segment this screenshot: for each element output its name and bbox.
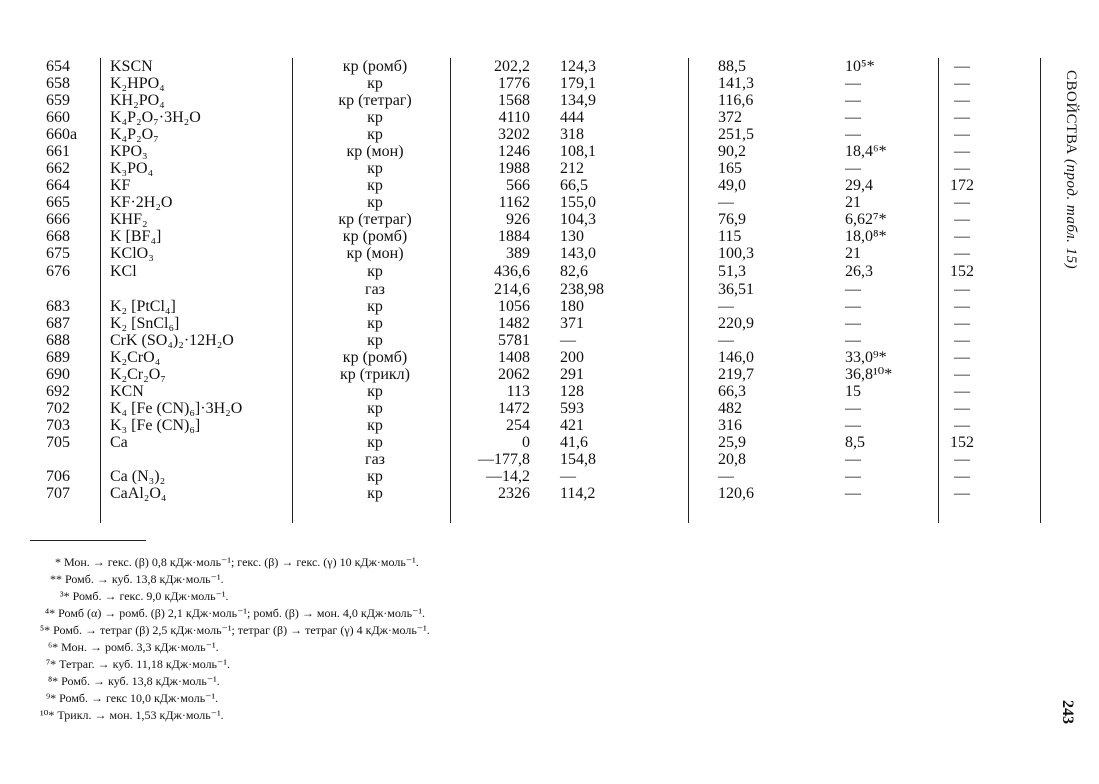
cell-g: 291 bbox=[560, 366, 584, 383]
cell-g: 444 bbox=[560, 109, 584, 126]
table-row bbox=[0, 109, 1000, 126]
cell-cp: 33,0⁹* bbox=[845, 349, 887, 366]
cell-num: 687 bbox=[46, 315, 70, 332]
cell-t: — bbox=[954, 468, 970, 485]
cell-num: 707 bbox=[46, 485, 70, 502]
cell-t: — bbox=[954, 298, 970, 315]
cell-substance: K₄P₂O₇ bbox=[110, 126, 159, 143]
cell-s: 36,51 bbox=[718, 281, 754, 298]
cell-s: 88,5 bbox=[718, 58, 746, 75]
cell-t: — bbox=[954, 109, 970, 126]
page-number: 243 bbox=[1059, 700, 1076, 724]
cell-num: 692 bbox=[46, 383, 70, 400]
cell-cp: 29,4 bbox=[845, 177, 873, 194]
cell-num: 702 bbox=[46, 400, 70, 417]
footnote: ⁷* Тетраг. → куб. 11,18 кДж·моль⁻¹. bbox=[46, 657, 230, 671]
cell-cp: — bbox=[845, 298, 861, 315]
cell-num: 661 bbox=[46, 143, 70, 160]
table-row bbox=[0, 228, 1000, 245]
footnote: ** Ромб. → куб. 13,8 кДж·моль⁻¹. bbox=[50, 572, 224, 586]
cell-t: — bbox=[954, 194, 970, 211]
cell-state: кр bbox=[367, 468, 383, 485]
cell-state: кр bbox=[367, 485, 383, 502]
cell-h: 254 bbox=[506, 417, 530, 434]
cell-s: 316 bbox=[718, 417, 742, 434]
cell-state: кр bbox=[367, 263, 383, 280]
cell-num: 666 bbox=[46, 211, 70, 228]
cell-substance: KF bbox=[110, 177, 131, 194]
cell-cp: — bbox=[845, 417, 861, 434]
table-row bbox=[0, 485, 1000, 502]
cell-substance: Ca (N₃)₂ bbox=[110, 468, 166, 485]
cell-g: 155,0 bbox=[560, 194, 596, 211]
cell-s: 116,6 bbox=[718, 92, 754, 109]
cell-num: 690 bbox=[46, 366, 70, 383]
cell-state: кр bbox=[367, 434, 383, 451]
cell-h: 1162 bbox=[498, 194, 530, 211]
cell-cp: 36,8¹⁰* bbox=[845, 366, 893, 383]
cell-cp: — bbox=[845, 75, 861, 92]
cell-h: 2326 bbox=[498, 485, 530, 502]
cell-t: — bbox=[954, 75, 970, 92]
cell-substance: K₂Cr₂O₇ bbox=[110, 366, 166, 383]
cell-t: — bbox=[954, 92, 970, 109]
cell-h: 1988 bbox=[498, 160, 530, 177]
table-row bbox=[0, 315, 1000, 332]
cell-substance: KHF₂ bbox=[110, 211, 148, 228]
cell-substance: KClO₃ bbox=[110, 245, 154, 262]
cell-cp: — bbox=[845, 485, 861, 502]
table-row bbox=[0, 366, 1000, 383]
cell-cp: — bbox=[845, 126, 861, 143]
cell-g: 179,1 bbox=[560, 75, 596, 92]
cell-g: 124,3 bbox=[560, 58, 596, 75]
table-row bbox=[0, 417, 1000, 434]
cell-t: — bbox=[954, 245, 970, 262]
cell-state: кр (трикл) bbox=[340, 366, 410, 383]
table-row bbox=[0, 281, 1000, 298]
table-row bbox=[0, 92, 1000, 109]
cell-h: 436,6 bbox=[494, 263, 530, 280]
cell-s: 120,6 bbox=[718, 485, 754, 502]
footnote: ¹⁰* Трикл. → мон. 1,53 кДж·моль⁻¹. bbox=[40, 708, 224, 722]
cell-g: — bbox=[560, 332, 576, 349]
cell-state: газ bbox=[365, 281, 385, 298]
cell-num: 654 bbox=[46, 58, 70, 75]
cell-h: 389 bbox=[506, 245, 530, 262]
cell-s: 115 bbox=[718, 228, 742, 245]
cell-t: — bbox=[954, 417, 970, 434]
cell-t: — bbox=[954, 211, 970, 228]
column-rule bbox=[1040, 58, 1041, 523]
cell-substance: K₃PO₄ bbox=[110, 160, 154, 177]
cell-g: 134,9 bbox=[560, 92, 596, 109]
table-row bbox=[0, 451, 1000, 468]
cell-cp: 21 bbox=[845, 194, 861, 211]
cell-h: 1472 bbox=[498, 400, 530, 417]
cell-substance: K₂ [SnCl₆] bbox=[110, 315, 180, 332]
table-row bbox=[0, 349, 1000, 366]
cell-t: 152 bbox=[950, 263, 974, 280]
cell-s: — bbox=[718, 468, 734, 485]
cell-cp: 26,3 bbox=[845, 263, 873, 280]
cell-substance: KCl bbox=[110, 263, 137, 280]
cell-num: 665 bbox=[46, 194, 70, 211]
cell-t: — bbox=[954, 58, 970, 75]
cell-num: 675 bbox=[46, 245, 70, 262]
table-row bbox=[0, 194, 1000, 211]
footnote: ⁹* Ромб. → гекс 10,0 кДж·моль⁻¹. bbox=[46, 691, 219, 705]
cell-cp: — bbox=[845, 315, 861, 332]
cell-s: 146,0 bbox=[718, 349, 754, 366]
cell-h: 0 bbox=[522, 434, 530, 451]
table-row bbox=[0, 298, 1000, 315]
footnote: * Мон. → гекс. (β) 0,8 кДж·моль⁻¹; гекс. (β) → гекс. (γ) 10 кДж·моль⁻¹. bbox=[55, 555, 419, 569]
cell-h: 1408 bbox=[498, 349, 530, 366]
cell-g: 421 bbox=[560, 417, 584, 434]
cell-g: 318 bbox=[560, 126, 584, 143]
cell-substance: Ca bbox=[110, 434, 128, 451]
cell-t: — bbox=[954, 349, 970, 366]
cell-num: 676 bbox=[46, 263, 70, 280]
cell-t: — bbox=[954, 143, 970, 160]
cell-state: кр bbox=[367, 315, 383, 332]
cell-t: — bbox=[954, 126, 970, 143]
cell-substance: K₂CrO₄ bbox=[110, 349, 161, 366]
cell-num: 683 bbox=[46, 298, 70, 315]
cell-t: — bbox=[954, 383, 970, 400]
footnote: ⁶* Мон. → ромб. 3,3 кДж·моль⁻¹. bbox=[48, 640, 219, 654]
cell-t: — bbox=[954, 366, 970, 383]
cell-s: 482 bbox=[718, 400, 742, 417]
cell-num: 706 bbox=[46, 468, 70, 485]
table-row bbox=[0, 245, 1000, 262]
cell-s: 141,3 bbox=[718, 75, 754, 92]
cell-s: 25,9 bbox=[718, 434, 746, 451]
table-row bbox=[0, 383, 1000, 400]
table-row bbox=[0, 160, 1000, 177]
cell-h: 4110 bbox=[498, 109, 530, 126]
cell-s: — bbox=[718, 298, 734, 315]
cell-t: — bbox=[954, 332, 970, 349]
cell-g: 180 bbox=[560, 298, 584, 315]
cell-s: 220,9 bbox=[718, 315, 754, 332]
cell-state: кр (мон) bbox=[346, 245, 404, 262]
cell-num: 659 bbox=[46, 92, 70, 109]
cell-state: кр bbox=[367, 298, 383, 315]
cell-substance: CrK (SO₄)₂·12H₂O bbox=[110, 332, 234, 349]
cell-h: 1056 bbox=[498, 298, 530, 315]
cell-h: 926 bbox=[506, 211, 530, 228]
cell-substance: K₄P₂O₇·3H₂O bbox=[110, 109, 201, 126]
cell-h: 1884 bbox=[498, 228, 530, 245]
cell-g: 130 bbox=[560, 228, 584, 245]
cell-s: 66,3 bbox=[718, 383, 746, 400]
cell-s: 51,3 bbox=[718, 263, 746, 280]
footnote: ⁸* Ромб. → куб. 13,8 кДж·моль⁻¹. bbox=[48, 674, 220, 688]
cell-h: 202,2 bbox=[494, 58, 530, 75]
cell-h: 1482 bbox=[498, 315, 530, 332]
cell-h: —177,8 bbox=[478, 451, 530, 468]
cell-s: 20,8 bbox=[718, 451, 746, 468]
cell-t: 172 bbox=[950, 177, 974, 194]
cell-h: 566 bbox=[506, 177, 530, 194]
cell-h: 214,6 bbox=[494, 281, 530, 298]
cell-h: —14,2 bbox=[486, 468, 530, 485]
cell-s: 49,0 bbox=[718, 177, 746, 194]
cell-num: 705 bbox=[46, 434, 70, 451]
cell-state: кр (ромб) bbox=[342, 228, 408, 245]
cell-num: 660 bbox=[46, 109, 70, 126]
cell-substance: K [BF₄] bbox=[110, 228, 162, 245]
cell-substance: KPO₃ bbox=[110, 143, 148, 160]
cell-s: — bbox=[718, 332, 734, 349]
cell-g: 371 bbox=[560, 315, 584, 332]
cell-g: 143,0 bbox=[560, 245, 596, 262]
cell-h: 1568 bbox=[498, 92, 530, 109]
cell-s: 76,9 bbox=[718, 211, 746, 228]
cell-num: 689 bbox=[46, 349, 70, 366]
table-row bbox=[0, 400, 1000, 417]
table-row bbox=[0, 468, 1000, 485]
cell-num: 662 bbox=[46, 160, 70, 177]
cell-g: 82,6 bbox=[560, 263, 588, 280]
cell-t: — bbox=[954, 485, 970, 502]
table-row bbox=[0, 126, 1000, 143]
cell-substance: K₃ [Fe (CN)₆] bbox=[110, 417, 201, 434]
cell-g: 114,2 bbox=[560, 485, 596, 502]
cell-g: 108,1 bbox=[560, 143, 596, 160]
cell-state: газ bbox=[365, 451, 385, 468]
cell-num: 703 bbox=[46, 417, 70, 434]
running-header bbox=[1062, 70, 1079, 269]
table-row bbox=[0, 211, 1000, 228]
table-row bbox=[0, 143, 1000, 160]
cell-cp: 21 bbox=[845, 245, 861, 262]
cell-h: 1776 bbox=[498, 75, 530, 92]
cell-cp: — bbox=[845, 160, 861, 177]
cell-state: кр (тетраг) bbox=[338, 211, 412, 228]
cell-state: кр bbox=[367, 109, 383, 126]
cell-s: 100,3 bbox=[718, 245, 754, 262]
cell-cp: — bbox=[845, 332, 861, 349]
cell-state: кр (ромб) bbox=[342, 58, 408, 75]
running-header-title: СВОЙСТВА bbox=[1063, 70, 1079, 155]
cell-s: 372 bbox=[718, 109, 742, 126]
cell-num: 664 bbox=[46, 177, 70, 194]
footnote: ³* Ромб. → гекс. 9,0 кДж·моль⁻¹. bbox=[60, 589, 229, 603]
cell-s: 165 bbox=[718, 160, 742, 177]
cell-substance: KSCN bbox=[110, 58, 153, 75]
cell-state: кр (ромб) bbox=[342, 349, 408, 366]
cell-h: 2062 bbox=[498, 366, 530, 383]
cell-state: кр (мон) bbox=[346, 143, 404, 160]
cell-cp: — bbox=[845, 109, 861, 126]
cell-cp: 10⁵* bbox=[845, 58, 875, 75]
cell-s: — bbox=[718, 194, 734, 211]
cell-cp: 18,0⁸* bbox=[845, 228, 887, 245]
cell-state: кр bbox=[367, 332, 383, 349]
cell-s: 90,2 bbox=[718, 143, 746, 160]
cell-substance: CaAl₂O₄ bbox=[110, 485, 167, 502]
cell-g: 238,98 bbox=[560, 281, 604, 298]
cell-cp: 18,4⁶* bbox=[845, 143, 887, 160]
cell-substance: KCN bbox=[110, 383, 144, 400]
cell-substance: KH₂PO₄ bbox=[110, 92, 165, 109]
cell-g: 593 bbox=[560, 400, 584, 417]
cell-num: 688 bbox=[46, 332, 70, 349]
cell-cp: — bbox=[845, 468, 861, 485]
cell-cp: — bbox=[845, 281, 861, 298]
cell-g: 200 bbox=[560, 349, 584, 366]
cell-num: 658 bbox=[46, 75, 70, 92]
table-row bbox=[0, 332, 1000, 349]
cell-t: 152 bbox=[950, 434, 974, 451]
cell-cp: 8,5 bbox=[845, 434, 865, 451]
cell-h: 3202 bbox=[498, 126, 530, 143]
cell-state: кр bbox=[367, 160, 383, 177]
cell-cp: 6,62⁷* bbox=[845, 211, 887, 228]
running-header-continuation: (прод. табл. 15) bbox=[1063, 159, 1079, 270]
cell-g: — bbox=[560, 468, 576, 485]
cell-t: — bbox=[954, 315, 970, 332]
cell-state: кр bbox=[367, 383, 383, 400]
cell-g: 104,3 bbox=[560, 211, 596, 228]
table-row bbox=[0, 58, 1000, 75]
cell-t: — bbox=[954, 400, 970, 417]
cell-state: кр bbox=[367, 177, 383, 194]
cell-num: 660а bbox=[46, 126, 78, 143]
cell-h: 5781 bbox=[498, 332, 530, 349]
cell-g: 154,8 bbox=[560, 451, 596, 468]
table-row bbox=[0, 434, 1000, 451]
cell-t: — bbox=[954, 228, 970, 245]
cell-t: — bbox=[954, 281, 970, 298]
cell-cp: — bbox=[845, 92, 861, 109]
cell-h: 1246 bbox=[498, 143, 530, 160]
cell-num: 668 bbox=[46, 228, 70, 245]
table-row bbox=[0, 177, 1000, 194]
cell-g: 66,5 bbox=[560, 177, 588, 194]
cell-cp: — bbox=[845, 451, 861, 468]
cell-state: кр (тетраг) bbox=[338, 92, 412, 109]
cell-state: кр bbox=[367, 75, 383, 92]
cell-substance: K₄ [Fe (CN)₆]·3H₂O bbox=[110, 400, 243, 417]
cell-cp: — bbox=[845, 400, 861, 417]
cell-s: 251,5 bbox=[718, 126, 754, 143]
cell-substance: K₂HPO₄ bbox=[110, 75, 165, 92]
cell-cp: 15 bbox=[845, 383, 861, 400]
cell-s: 219,7 bbox=[718, 366, 754, 383]
table-row bbox=[0, 263, 1000, 280]
footnote: ⁴* Ромб (α) → ромб. (β) 2,1 кДж·моль⁻¹; ромб. (β) → мон. 4,0 кДж·моль⁻¹. bbox=[45, 606, 426, 620]
cell-state: кр bbox=[367, 126, 383, 143]
cell-state: кр bbox=[367, 400, 383, 417]
cell-substance: KF·2H₂O bbox=[110, 194, 173, 211]
cell-h: 113 bbox=[506, 383, 530, 400]
footnote-divider bbox=[30, 540, 146, 541]
footnote: ⁵* Ромб. → тетраг (β) 2,5 кДж·моль⁻¹; тетраг (β) → тетраг (γ) 4 кДж·моль⁻¹. bbox=[40, 623, 430, 637]
table-row bbox=[0, 75, 1000, 92]
cell-substance: K₂ [PtCl₄] bbox=[110, 298, 176, 315]
cell-g: 212 bbox=[560, 160, 584, 177]
cell-state: кр bbox=[367, 417, 383, 434]
cell-g: 128 bbox=[560, 383, 584, 400]
cell-state: кр bbox=[367, 194, 383, 211]
cell-t: — bbox=[954, 451, 970, 468]
cell-t: — bbox=[954, 160, 970, 177]
cell-g: 41,6 bbox=[560, 434, 588, 451]
